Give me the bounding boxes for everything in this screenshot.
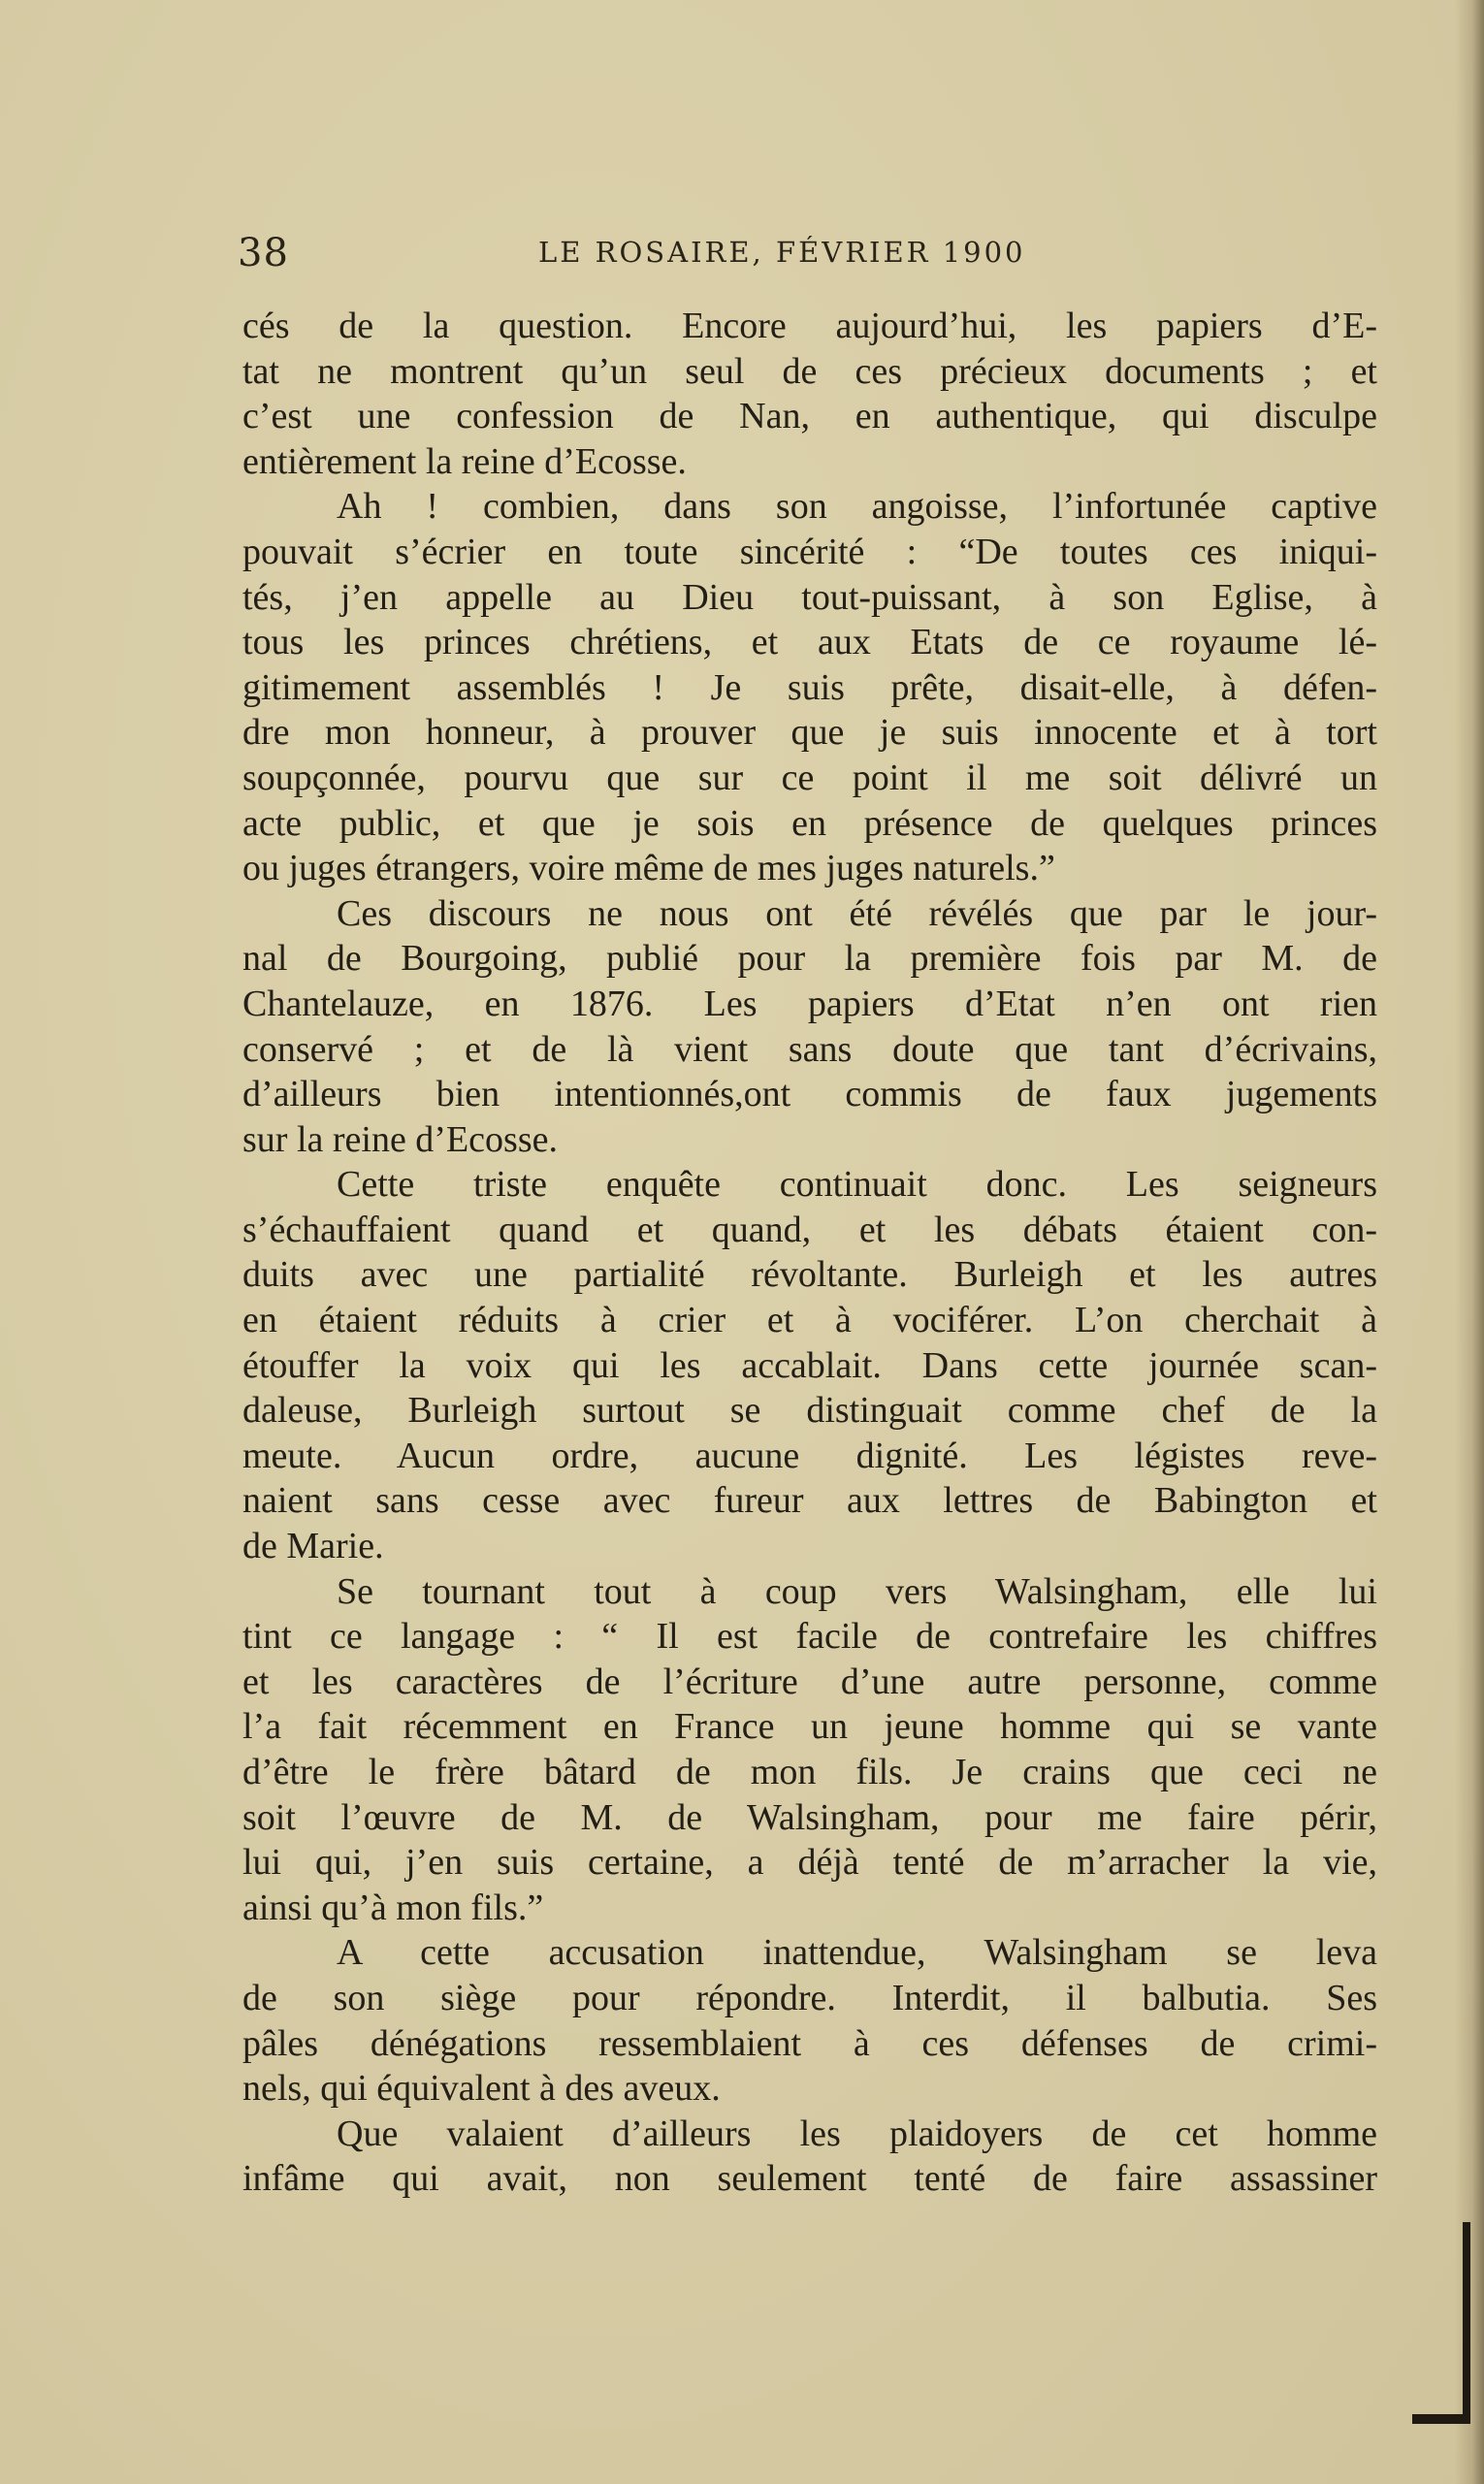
text-line: Que valaient d’ailleurs les plaidoyers de cet homme (337, 2113, 1377, 2154)
text-line: Cette triste enquête continuait donc. Les seigneurs (337, 1164, 1377, 1206)
text-line: Chantelauze, en 1876. Les papiers d’Etat n’en ont rien (242, 983, 1377, 1024)
text-line: dre mon honneur, à prouver que je suis innocente et à tort (242, 712, 1377, 754)
text-line: ainsi qu’à mon fils.” (242, 1887, 544, 1928)
text-line: l’a fait récemment en France un jeune homme qui se vante (242, 1706, 1377, 1748)
text-line: soupçonnée, pourvu que sur ce point il me soit délivré un (242, 757, 1377, 798)
text-line: conservé ; et de là vient sans doute que tant d’écrivains, (242, 1028, 1377, 1070)
page-edge-shadow (1455, 0, 1484, 2484)
text-line: soit l’œuvre de M. de Walsingham, pour me faire périr, (242, 1796, 1377, 1838)
text-line: meute. Aucun ordre, aucune dignité. Les légistes reve- (242, 1435, 1377, 1476)
text-line: d’être le frère bâtard de mon fils. Je crains que ceci ne (242, 1752, 1377, 1792)
text-line: gitimement assemblés ! Je suis prête, disait-elle, à défen- (242, 666, 1377, 708)
page-number: 38 (238, 231, 289, 275)
text-line: et les caractères de l’écriture d’une autre personne, comme (242, 1661, 1377, 1702)
text-line: A cette accusation inattendue, Walsingham se leva (337, 1932, 1377, 1974)
text-line: d’ailleurs bien intentionnés,ont commis de faux jugements (242, 1074, 1377, 1115)
text-line: acte public, et que je sois en présence de quelques princes (242, 802, 1377, 844)
running-title: LE ROSAIRE, FÉVRIER 1900 (538, 236, 1026, 269)
text-line: nal de Bourgoing, publié pour la première fois par M. de (242, 938, 1377, 980)
text-line: étouffer la voix qui les accablait. Dans cette journée scan- (242, 1344, 1377, 1386)
text-line: nels, qui équivalent à des aveux. (242, 2068, 721, 2110)
scan-corner-mark (1463, 2222, 1470, 2416)
text-line: duits avec une partialité révoltante. Burleigh et les autres (242, 1254, 1377, 1296)
text-line: c’est une confession de Nan, en authentique, qui disculpe (242, 396, 1377, 437)
body-text (242, 304, 1377, 2202)
text-line: sur la reine d’Ecosse. (242, 1118, 558, 1160)
text-line: pouvait s’écrier en toute sincérité : “De toutes ces iniqui- (242, 531, 1377, 572)
text-line: Se tournant tout à coup vers Walsingham, elle lui (337, 1570, 1377, 1612)
text-line: s’échauffaient quand et quand, et les débats étaient con- (242, 1209, 1377, 1250)
text-line: tint ce langage : “ Il est facile de contrefaire les chiffres (242, 1616, 1377, 1658)
text-line: tat ne montrent qu’un seul de ces précieux documents ; et (242, 350, 1377, 392)
text-line: en étaient réduits à crier et à vociférer. L’on cherchait à (242, 1300, 1377, 1341)
text-line: entièrement la reine d’Ecosse. (242, 440, 687, 482)
text-line: Ah ! combien, dans son angoisse, l’infortunée captive (337, 486, 1377, 528)
text-line: infâme qui avait, non seulement tenté de faire assassiner (242, 2158, 1377, 2200)
text-line: ou juges étrangers, voire même de mes juges naturels.” (242, 848, 1055, 889)
scan-corner-mark-bottom (1412, 2414, 1470, 2424)
text-line: cés de la question. Encore aujourd’hui, les papiers d’E- (242, 306, 1377, 346)
text-line: Ces discours ne nous ont été révélés que par le jour- (337, 892, 1377, 934)
text-line: de son siège pour répondre. Interdit, il balbutia. Ses (242, 1977, 1377, 2018)
text-line: tous les princes chrétiens, et aux Etats de ce royaume lé- (242, 622, 1377, 663)
text-line: naient sans cesse avec fureur aux lettres de Babington et (242, 1480, 1377, 1522)
text-line: lui qui, j’en suis certaine, a déjà tenté de m’arracher la vie, (242, 1842, 1377, 1884)
text-line: de Marie. (242, 1526, 384, 1567)
running-header (238, 231, 1072, 289)
text-line: daleuse, Burleigh surtout se distinguait comme chef de la (242, 1390, 1377, 1432)
text-line: pâles dénégations ressemblaient à ces défenses de crimi- (242, 2022, 1377, 2064)
text-line: tés, j’en appelle au Dieu tout-puissant, à son Eglise, à (242, 576, 1377, 618)
